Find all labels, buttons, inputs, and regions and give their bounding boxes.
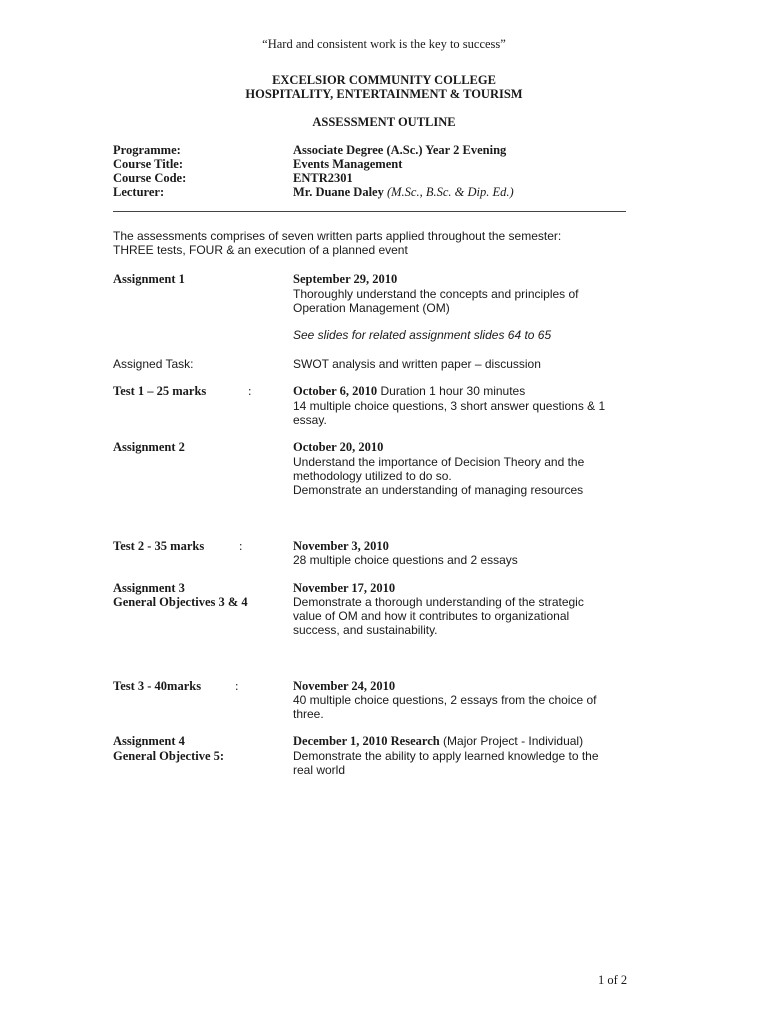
assignment-3-desc-3: success, and sustainability. [293,623,438,637]
test-1-desc-2: essay. [293,413,327,427]
test-2-label: Test 2 - 35 marks [113,539,205,553]
test-1-date-line [293,384,663,398]
assignment-1-date: September 29, 2010 [293,272,398,286]
test-3-desc-2: three. [293,707,324,721]
assignment-3-objectives: General Objectives 3 & 4 [113,595,248,609]
test-1-colon: : [248,384,252,398]
assignment-4-project: (Major Project - Individual) [439,734,584,748]
test-3-date: November 24, 2010 [293,679,396,693]
assignment-4-date: December 1, 2010 Research [293,734,440,748]
intro-line-2: THREE tests, FOUR & an execution of a planned event [113,243,408,257]
lecturer-label: Lecturer: [113,185,165,199]
test-1-desc-1: 14 multiple choice questions, 3 short answer questions & 1 [293,399,606,413]
page-number: 1 of 2 [598,973,628,987]
document-title: ASSESSMENT OUTLINE [312,115,456,129]
lecturer-name: Mr. Duane Daley [293,185,384,199]
assignment-2-desc-3: Demonstrate an understanding of managing resources [293,483,584,497]
course-code-value: ENTR2301 [293,171,353,185]
test-1-duration: Duration 1 hour 30 minutes [377,384,526,398]
course-title-value: Events Management [293,157,403,171]
course-code-label: Course Code: [113,171,187,185]
test-3-desc-1: 40 multiple choice questions, 2 essays from the choice of [293,693,597,707]
motto-quote: “Hard and consistent work is the key to success” [262,37,506,51]
test-2-colon: : [239,539,243,553]
assignment-3-desc-1: Demonstrate a thorough understanding of the strategic [293,595,584,609]
assignment-1-label: Assignment 1 [113,272,185,286]
assigned-task-value: SWOT analysis and written paper – discussion [293,357,541,371]
test-3-label: Test 3 - 40marks [113,679,202,693]
assignment-2-date: October 20, 2010 [293,440,384,454]
assignment-4-date-line [293,734,663,748]
test-3-colon: : [235,679,239,693]
assignment-3-desc-2: value of OM and how it contributes to organizational [293,609,570,623]
test-1-date: October 6, 2010 [293,384,378,398]
test-1-label: Test 1 – 25 marks [113,384,207,398]
assignment-3-date: November 17, 2010 [293,581,396,595]
assignment-2-label: Assignment 2 [113,440,185,454]
intro-line-1: The assessments comprises of seven written parts applied throughout the semester: [113,229,562,243]
test-2-date: November 3, 2010 [293,539,389,553]
assignment-3-label: Assignment 3 [113,581,185,595]
assignment-4-desc-2: real world [293,763,346,777]
assigned-task-label: Assigned Task: [113,357,194,371]
test-2-desc-1: 28 multiple choice questions and 2 essays [293,553,518,567]
assignment-1-desc-1: Thoroughly understand the concepts and principles of [293,287,579,301]
department-name: HOSPITALITY, ENTERTAINMENT & TOURISM [245,87,523,101]
programme-value: Associate Degree (A.Sc.) Year 2 Evening [293,143,507,157]
assignment-1-desc-2: Operation Management (OM) [293,301,450,315]
programme-label: Programme: [113,143,181,157]
course-title-label: Course Title: [113,157,184,171]
assignment-4-objectives: General Objective 5: [113,749,225,763]
college-name: EXCELSIOR COMMUNITY COLLEGE [272,73,496,87]
lecturer-value [293,185,663,199]
assignment-4-desc-1: Demonstrate the ability to apply learned knowledge to the [293,749,599,763]
assignment-2-desc-2: methodology utilized to do so. [293,469,452,483]
assignment-2-desc-1: Understand the importance of Decision Theory and the [293,455,585,469]
assignment-1-note: See slides for related assignment slides 64 to 65 [293,328,552,342]
divider-line [113,211,626,212]
lecturer-qualifications: (M.Sc., B.Sc. & Dip. Ed.) [386,185,514,199]
assignment-4-label: Assignment 4 [113,734,185,748]
